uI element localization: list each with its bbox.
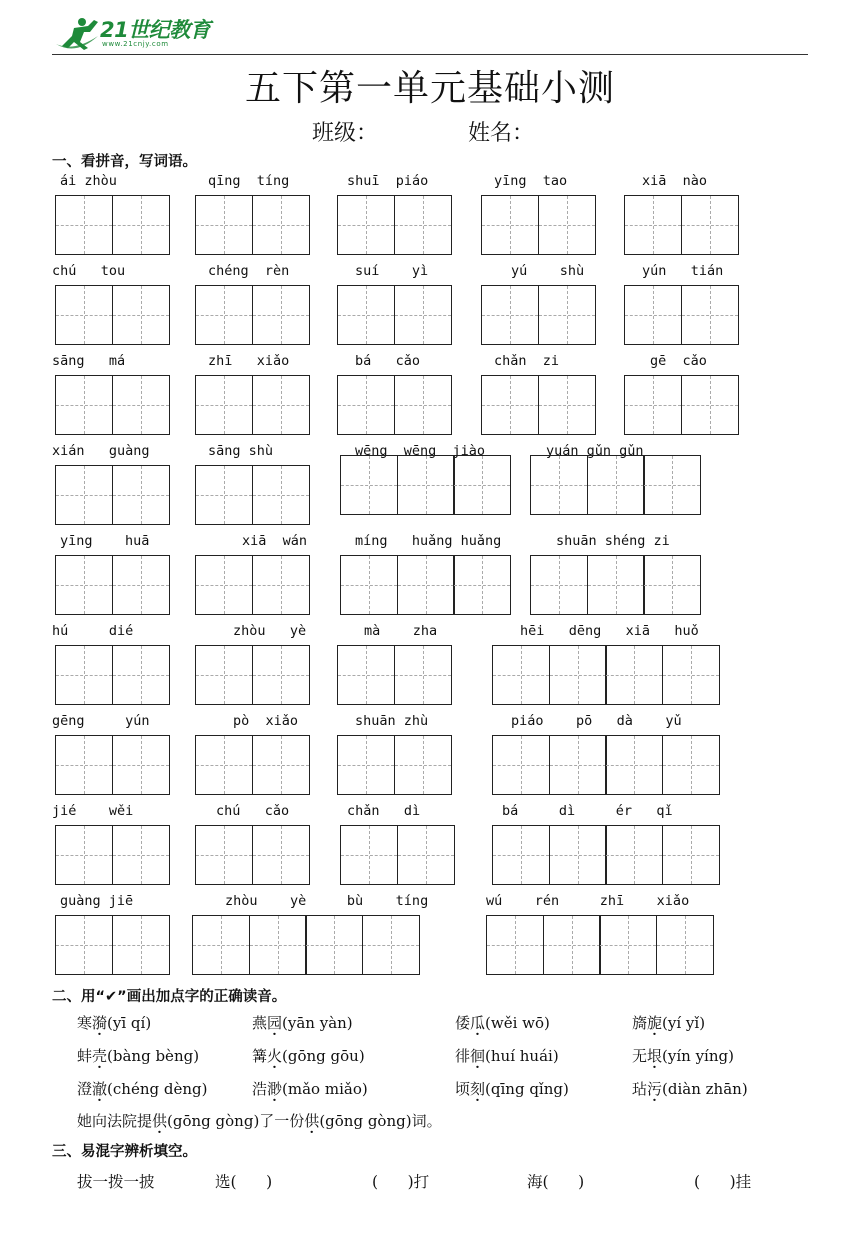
tianzige-cell[interactable] [530, 455, 588, 515]
tianzige-cell[interactable] [394, 195, 452, 255]
pronunciation-item[interactable]: 无垠(yín yíng) [632, 1047, 734, 1065]
tianzige-cell[interactable] [55, 555, 113, 615]
pinyin-prompt: xiā wán [242, 533, 308, 549]
pinyin-prompt: yīng huā [60, 533, 150, 549]
pinyin-prompt: wēng wēng jiào [355, 443, 486, 459]
pinyin-prompt: chú tou [52, 263, 126, 279]
tianzige-answer-grid[interactable] [624, 375, 737, 435]
tianzige-answer-grid[interactable] [55, 645, 168, 705]
tianzige-answer-grid[interactable] [195, 195, 308, 255]
tianzige-cell[interactable] [337, 285, 395, 345]
tianzige-cell[interactable] [453, 555, 511, 615]
tianzige-cell[interactable] [112, 915, 170, 975]
tianzige-answer-grid[interactable] [55, 465, 168, 525]
confusable-group: 拔一拨一披 [77, 1173, 155, 1191]
pinyin-prompt: xián guàng [52, 443, 150, 459]
tianzige-cell[interactable] [624, 195, 682, 255]
tianzige-cell[interactable] [643, 555, 701, 615]
pronunciation-item[interactable]: 徘徊(huí huái) [455, 1047, 559, 1065]
pinyin-prompt: bá dì ér qǐ [502, 803, 673, 819]
pronunciation-item[interactable]: 燕园(yān yàn) [252, 1014, 353, 1032]
tianzige-answer-grid[interactable] [55, 735, 168, 795]
pronunciation-sentence: 她向法院提供(gōng gòng)了一份供(gōng gòng)词。 [77, 1112, 442, 1130]
tianzige-cell[interactable] [662, 825, 720, 885]
pinyin-prompt: zhòu yè [233, 623, 307, 639]
tianzige-cell[interactable] [55, 375, 113, 435]
pinyin-prompt: ái zhòu [60, 173, 117, 189]
pinyin-prompt: shuān zhù [355, 713, 429, 729]
tianzige-answer-grid[interactable] [55, 555, 168, 615]
tianzige-answer-grid[interactable] [337, 195, 450, 255]
tianzige-answer-grid[interactable] [337, 645, 450, 705]
pinyin-prompt: pò xiǎo [233, 713, 299, 729]
pronunciation-item[interactable]: 浩渺(mǎo miǎo) [252, 1080, 368, 1098]
tianzige-cell[interactable] [549, 645, 607, 705]
pinyin-prompt: guàng jiē [60, 893, 134, 909]
tianzige-cell[interactable] [486, 915, 544, 975]
tianzige-cell[interactable] [195, 375, 253, 435]
tianzige-cell[interactable] [252, 375, 310, 435]
pinyin-prompt: jié wěi [52, 803, 134, 819]
pinyin-prompt: xiā nào [642, 173, 708, 189]
tianzige-cell[interactable] [195, 735, 253, 795]
tianzige-cell[interactable] [492, 645, 550, 705]
pinyin-prompt: chǎn dì [347, 803, 421, 819]
tianzige-cell[interactable] [305, 915, 363, 975]
pinyin-prompt: sāng shù [208, 443, 274, 459]
section3-heading: 三、易混字辨析填空。 [52, 1144, 197, 1160]
tianzige-cell[interactable] [549, 735, 607, 795]
tianzige-cell[interactable] [394, 375, 452, 435]
tianzige-cell[interactable] [538, 195, 596, 255]
tianzige-cell[interactable] [492, 735, 550, 795]
tianzige-cell[interactable] [397, 455, 455, 515]
tianzige-cell[interactable] [481, 375, 539, 435]
tianzige-answer-grid[interactable] [55, 375, 168, 435]
section1-heading: 一、看拼音，写词语。 [52, 154, 197, 170]
pinyin-prompt: shuān shéng zi [556, 533, 670, 549]
header-divider [52, 54, 808, 55]
confusable-blank[interactable]: ( )挂 [694, 1173, 752, 1191]
tianzige-cell[interactable] [192, 915, 250, 975]
tianzige-cell[interactable] [599, 915, 657, 975]
pinyin-prompt: shuī piáo [347, 173, 429, 189]
tianzige-cell[interactable] [252, 465, 310, 525]
pinyin-prompt: wú rén zhī xiǎo [486, 893, 690, 909]
tianzige-cell[interactable] [252, 735, 310, 795]
section2-heading: 二、用“✔”画出加点字的正确读音。 [52, 989, 287, 1005]
logo-url: www.21cnjy.com [102, 40, 169, 48]
tianzige-answer-grid[interactable] [340, 825, 453, 885]
pinyin-prompt: gēng yún [52, 713, 150, 729]
pinyin-prompt: qīng tíng [208, 173, 290, 189]
tianzige-cell[interactable] [587, 555, 645, 615]
tianzige-cell[interactable] [397, 825, 455, 885]
pinyin-prompt: yú shù [511, 263, 585, 279]
pinyin-prompt: yún tián [642, 263, 724, 279]
tianzige-cell[interactable] [55, 735, 113, 795]
tianzige-cell[interactable] [587, 455, 645, 515]
tianzige-cell[interactable] [252, 195, 310, 255]
tianzige-cell[interactable] [362, 915, 420, 975]
tianzige-answer-grid[interactable] [492, 825, 718, 885]
page-title: 五下第一单元基础小测 [244, 68, 615, 109]
tianzige-cell[interactable] [481, 285, 539, 345]
tianzige-cell[interactable] [394, 645, 452, 705]
class-label: 班级： [312, 121, 379, 146]
tianzige-answer-grid[interactable] [192, 915, 418, 975]
tianzige-cell[interactable] [337, 195, 395, 255]
tianzige-cell[interactable] [112, 465, 170, 525]
pinyin-prompt: yīng tao [494, 173, 568, 189]
tianzige-answer-grid[interactable] [481, 375, 594, 435]
pinyin-prompt: chéng rèn [208, 263, 290, 279]
pronunciation-item[interactable]: 顷刻(qīng qǐng) [455, 1080, 569, 1098]
tianzige-answer-grid[interactable] [195, 465, 308, 525]
tianzige-answer-grid[interactable] [624, 195, 737, 255]
tianzige-answer-grid[interactable] [481, 195, 594, 255]
tianzige-answer-grid[interactable] [195, 645, 308, 705]
confusable-blank[interactable]: ( )打 [372, 1173, 430, 1191]
tianzige-cell[interactable] [662, 735, 720, 795]
tianzige-answer-grid[interactable] [55, 915, 168, 975]
tianzige-cell[interactable] [340, 825, 398, 885]
tianzige-cell[interactable] [340, 555, 398, 615]
tianzige-cell[interactable] [605, 825, 663, 885]
pinyin-prompt: míng huǎng huǎng [355, 533, 502, 549]
pinyin-prompt: sāng má [52, 353, 126, 369]
pronunciation-item[interactable]: 蚌壳(bàng bèng) [77, 1047, 200, 1065]
tianzige-answer-grid[interactable] [337, 375, 450, 435]
tianzige-cell[interactable] [249, 915, 307, 975]
tianzige-cell[interactable] [549, 825, 607, 885]
tianzige-cell[interactable] [340, 455, 398, 515]
tianzige-cell[interactable] [55, 645, 113, 705]
tianzige-answer-grid[interactable] [486, 915, 712, 975]
tianzige-cell[interactable] [112, 555, 170, 615]
tianzige-cell[interactable] [55, 825, 113, 885]
tianzige-cell[interactable] [112, 285, 170, 345]
tianzige-answer-grid[interactable] [55, 285, 168, 345]
tianzige-answer-grid[interactable] [340, 555, 510, 615]
pronunciation-item[interactable]: 玷污(diàn zhān) [632, 1080, 748, 1098]
tianzige-cell[interactable] [337, 735, 395, 795]
tianzige-cell[interactable] [605, 735, 663, 795]
tianzige-cell[interactable] [195, 555, 253, 615]
tianzige-answer-grid[interactable] [340, 455, 510, 515]
tianzige-answer-grid[interactable] [55, 195, 168, 255]
tianzige-cell[interactable] [112, 375, 170, 435]
tianzige-answer-grid[interactable] [624, 285, 737, 345]
tianzige-cell[interactable] [252, 555, 310, 615]
tianzige-cell[interactable] [252, 825, 310, 885]
tianzige-cell[interactable] [55, 465, 113, 525]
pinyin-prompt: chǎn zi [494, 353, 560, 369]
tianzige-answer-grid[interactable] [195, 285, 308, 345]
tianzige-cell[interactable] [112, 645, 170, 705]
tianzige-answer-grid[interactable] [195, 825, 308, 885]
tianzige-cell[interactable] [55, 285, 113, 345]
tianzige-cell[interactable] [195, 195, 253, 255]
pinyin-prompt: hú dié [52, 623, 134, 639]
tianzige-cell[interactable] [112, 735, 170, 795]
tianzige-cell[interactable] [538, 285, 596, 345]
confusable-blank[interactable]: 海( ) [527, 1173, 585, 1191]
tianzige-answer-grid[interactable] [195, 375, 308, 435]
pinyin-prompt: hēi dēng xiā huǒ [520, 623, 699, 639]
pinyin-prompt: piáo pō dà yǔ [511, 713, 682, 729]
tianzige-answer-grid[interactable] [337, 285, 450, 345]
tianzige-cell[interactable] [543, 915, 601, 975]
tianzige-cell[interactable] [112, 825, 170, 885]
logo-text: 21世纪教育 [100, 18, 211, 42]
tianzige-cell[interactable] [530, 555, 588, 615]
pinyin-prompt: yuán gǔn gǔn [546, 443, 644, 459]
tianzige-cell[interactable] [624, 375, 682, 435]
tianzige-cell[interactable] [112, 195, 170, 255]
tianzige-answer-grid[interactable] [492, 735, 718, 795]
tianzige-cell[interactable] [643, 455, 701, 515]
tianzige-cell[interactable] [681, 285, 739, 345]
tianzige-cell[interactable] [55, 915, 113, 975]
pronunciation-item[interactable]: 旖旎(yí yǐ) [632, 1014, 706, 1032]
tianzige-answer-grid[interactable] [530, 555, 700, 615]
tianzige-cell[interactable] [195, 285, 253, 345]
tianzige-cell[interactable] [662, 645, 720, 705]
pinyin-prompt: chú cǎo [216, 803, 290, 819]
tianzige-cell[interactable] [492, 825, 550, 885]
pronunciation-item[interactable]: 篝火(gōng gōu) [252, 1047, 365, 1065]
tianzige-cell[interactable] [605, 645, 663, 705]
tianzige-cell[interactable] [195, 825, 253, 885]
tianzige-cell[interactable] [195, 645, 253, 705]
name-label: 姓名： [468, 121, 535, 146]
tianzige-answer-grid[interactable] [530, 455, 700, 515]
pronunciation-item[interactable]: 倭瓜(wěi wō) [455, 1014, 550, 1032]
tianzige-answer-grid[interactable] [195, 735, 308, 795]
tianzige-cell[interactable] [252, 645, 310, 705]
tianzige-cell[interactable] [656, 915, 714, 975]
tianzige-cell[interactable] [337, 645, 395, 705]
tianzige-cell[interactable] [394, 285, 452, 345]
tianzige-cell[interactable] [481, 195, 539, 255]
tianzige-cell[interactable] [538, 375, 596, 435]
pinyin-prompt: zhī xiǎo [208, 353, 290, 369]
tianzige-cell[interactable] [681, 375, 739, 435]
pinyin-prompt: zhòu yè bù tíng [225, 893, 429, 909]
tianzige-cell[interactable] [252, 285, 310, 345]
pinyin-prompt: suí yì [355, 263, 429, 279]
tianzige-cell[interactable] [394, 735, 452, 795]
tianzige-answer-grid[interactable] [195, 555, 308, 615]
pinyin-prompt: mà zha [364, 623, 438, 639]
tianzige-cell[interactable] [397, 555, 455, 615]
pronunciation-item[interactable]: 寒漪(yī qí) [77, 1014, 152, 1032]
tianzige-answer-grid[interactable] [55, 825, 168, 885]
tianzige-cell[interactable] [195, 465, 253, 525]
tianzige-cell[interactable] [681, 195, 739, 255]
tianzige-answer-grid[interactable] [481, 285, 594, 345]
tianzige-cell[interactable] [55, 195, 113, 255]
pinyin-prompt: bá cǎo [355, 353, 421, 369]
tianzige-cell[interactable] [453, 455, 511, 515]
pinyin-prompt: gē cǎo [650, 353, 707, 369]
tianzige-answer-grid[interactable] [337, 735, 450, 795]
tianzige-cell[interactable] [624, 285, 682, 345]
confusable-blank[interactable]: 选( ) [215, 1173, 273, 1191]
pronunciation-item[interactable]: 澄澈(chéng dèng) [77, 1080, 208, 1098]
tianzige-answer-grid[interactable] [492, 645, 718, 705]
tianzige-cell[interactable] [337, 375, 395, 435]
